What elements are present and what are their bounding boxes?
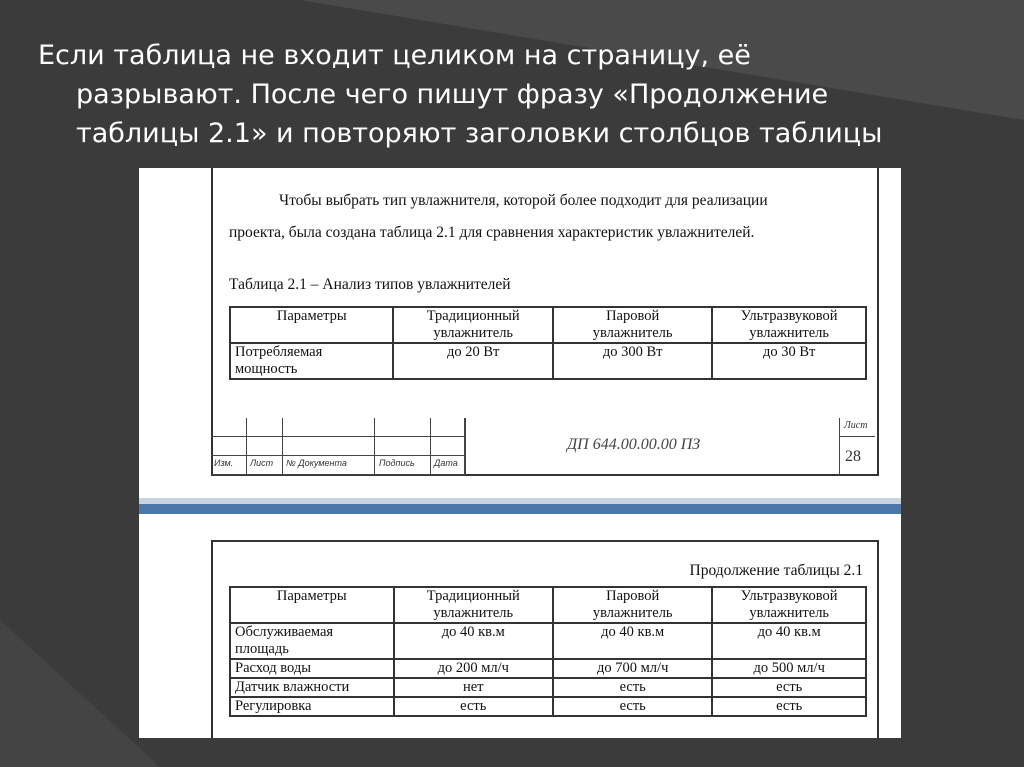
stamp-list: Лист [250,458,274,468]
row-value-steam: до 300 Вт [553,343,712,379]
table-2-1 [229,306,867,380]
row-value-ultrasonic: есть [712,697,866,716]
table-row [230,659,866,678]
continuation-caption: Продолжение таблицы 2.1 [689,562,863,579]
stamp-izm: Изм. [214,458,234,468]
sheet-number: 28 [845,448,861,465]
row-value-ultrasonic: до 40 кв.м [712,623,866,659]
row-value-traditional: до 20 Вт [393,343,553,379]
table-row [230,697,866,716]
header-steam: Паровой увлажнитель [553,587,712,623]
sheet-box [839,418,876,475]
row-value-steam: до 700 мл/ч [553,659,712,678]
row-value-steam: есть [553,678,712,697]
row-param: Расход воды [230,659,394,678]
row-value-traditional: до 40 кв.м [394,623,554,659]
row-param: Обслуживаемая площадь [230,623,394,659]
row-value-traditional: есть [394,697,554,716]
header-traditional: Традиционный увлажнитель [393,307,553,343]
table-row [230,678,866,697]
header-params: Параметры [230,307,393,343]
row-value-steam: есть [553,697,712,716]
row-param: Датчик влажности [230,678,394,697]
header-ultrasonic: Ультразвуковой увлажнитель [712,587,866,623]
row-param: Регулировка [230,697,394,716]
document-page-1 [139,168,901,498]
header-ultrasonic: Ультразвуковой увлажнитель [712,307,866,343]
header-steam: Паровой увлажнитель [553,307,712,343]
sheet-label: Лист [844,420,868,431]
stamp-podpis: Подпись [379,458,415,468]
stamp-data: Дата [434,458,458,468]
table-header-row [230,307,866,343]
row-value-traditional: до 200 мл/ч [394,659,554,678]
title-line-3: таблицы 2.1» и повторяют заголовки столбцов таблицы [76,118,883,149]
page-separator [139,504,901,514]
row-param: Потребляемая мощность [230,343,393,379]
title-line-1: Если таблица не входит целиком на страницу, её [38,40,751,71]
document-screenshot [139,168,901,738]
slide-title [38,36,998,153]
row-value-ultrasonic: до 30 Вт [712,343,866,379]
document-code: ДП 644.00.00.00 ПЗ [567,436,701,453]
header-traditional: Традиционный увлажнитель [394,587,554,623]
table-caption: Таблица 2.1 – Анализ типов увлажнителей [229,276,511,293]
table-row [230,343,866,379]
table-header-row [230,587,866,623]
stamp-grid [211,418,465,475]
stamp-doc-no: № Документа [286,458,347,468]
paragraph-line-1: Чтобы выбрать тип увлажнителя, которой более подходит для реализации [279,192,768,209]
row-value-ultrasonic: до 500 мл/ч [712,659,866,678]
paragraph-line-2: проекта, была создана таблица 2.1 для сравнения характеристик увлажнителей. [229,224,755,241]
row-value-traditional: нет [394,678,554,697]
title-line-2: разрывают. После чего пишут фразу «Продолжение [76,79,829,110]
header-params: Параметры [230,587,394,623]
document-page-2 [139,514,901,738]
row-value-ultrasonic: есть [712,678,866,697]
table-2-1-continued [229,586,867,717]
title-block [211,418,877,475]
row-value-steam: до 40 кв.м [553,623,712,659]
table-row [230,623,866,659]
